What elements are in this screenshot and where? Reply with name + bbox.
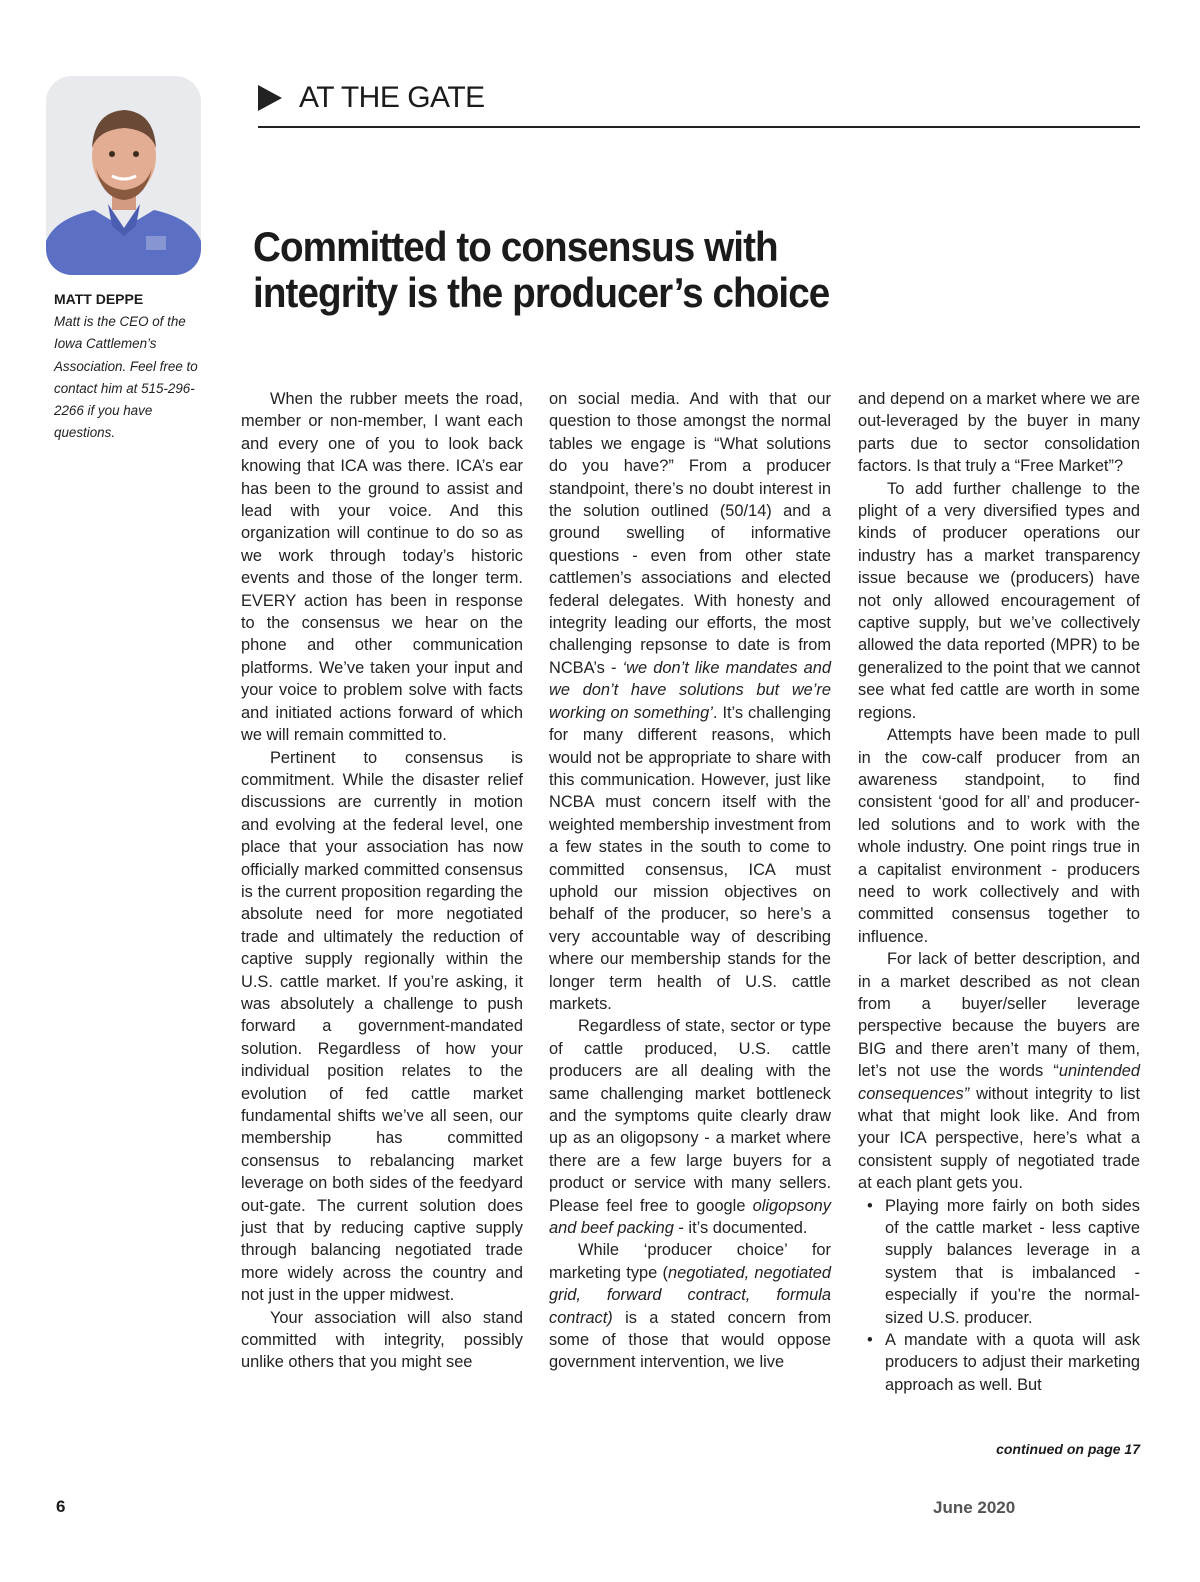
- headline-line-1: Committed to consensus with: [253, 223, 778, 270]
- paragraph: [549, 1015, 831, 1239]
- text-run: on social media. And with that our question to those amongst the normal tables we engage is “What solutions do you have?” From a producer standpoint, there’s no doubt interest in the solution outlined (50/14) and a ground swelling of informative questions - even from other state cattlemen’s associations and elected federal delegates. With honesty and integrity leading our efforts, the most challenging repsonse to date is from NCBA’s -: [549, 390, 831, 677]
- paragraph: Pertinent to consensus is commitment. While the disaster relief discussions are currently in motion and evolving at the federal level, one place that your association has now officially marked committed consensus is the current proposition regarding the absolute need for more negotiated trade and ultimately the reduction of captive supply regionally within the U.S. cattle market. If you’re asking, it was absolutely a challenge to push forward a government-mandated solution. Regardless of how your individual position relates to the evolution of fed cattle market fundamental shifts we’ve all seen, our membership has committed consensus to rebalancing market leverage on both sides of the feedyard out-gate. The current solution does just that by reducing captive supply through balancing negotiated trade more widely across the country and not just in the upper midwest.: [241, 748, 523, 1305]
- paragraph: [858, 948, 1140, 1194]
- list-item: • A mandate with a quota will ask producers to adjust their marketing approach as well. But: [858, 1329, 1140, 1396]
- bullet-list: [858, 1195, 1140, 1397]
- text-run: For lack of better description, and in a market described as not clean from a buyer/seller leverage perspective because the buyers are BIG and there aren’t many of them, let’s not use the words “: [858, 950, 1140, 1081]
- paragraph: Attempts have been made to pull in the cow-calf producer from an awareness standpoint, to find consistent ‘good for all’ and producer-led solutions and to work with the whole industry. One point rings true in a capitalist environment - producers need to work collectively and with committed consensus together to influence.: [858, 726, 1140, 946]
- author-bio: Matt is the CEO of the Iowa Cattlemen’s Association. Feel free to contact him at 515-296-2266 if you have questions.: [54, 314, 198, 441]
- italic-text: unintended consequences”: [858, 1062, 1140, 1103]
- list-item: • Playing more fairly on both sides of the cattle market - less captive supply balances leverage in a system that is imbalanced - especially if you’re the normal-sized U.S. producer.: [858, 1195, 1140, 1329]
- paragraph: When the rubber meets the road, member or non-member, I want each and every one of you to look back knowing that ICA was there. ICA’s ear has been to the ground to assist and lead with your voice. And this organization will continue to do so as we work through today’s historic events and those of the longer term. EVERY action has been in response to the consensus we hear on the phone and other communication platforms. We’ve taken your input and your voice to problem solve with facts and initiated actions forward of which we will remain committed to.: [241, 390, 523, 745]
- text-run: Regardless of state, sector or type of cattle produced, U.S. cattle producers are all dealing with the same challenging market bottleneck and the symptoms quite clearly draw up as an oligopsony - a market where there are a few large buyers for a product or service with many sellers. Please feel free to google: [549, 1017, 831, 1215]
- headline-line-2: integrity is the producer’s choice: [253, 269, 830, 316]
- article-column-2: [549, 388, 831, 1374]
- play-arrow-icon: [258, 85, 282, 111]
- author-name: MATT DEPPE: [54, 291, 144, 307]
- paragraph: [549, 388, 831, 1015]
- text-run: - it’s documented.: [673, 1219, 808, 1238]
- continued-note: continued on page 17: [996, 1441, 1140, 1457]
- article-headline: [253, 224, 915, 316]
- text-run: . It’s challenging for many different reasons, which would not be appropriate to share with this communication. However, just like NCBA must concern itself with the weighted membership investment from a few states in the south to come to committed consensus, ICA must uphold our mission objectives on behalf of the producer, so here’s a very accountable way of describing where our membership stands for the longer term health of U.S. cattle markets.: [549, 703, 831, 1013]
- italic-text: oligopsony and beef packing: [549, 1196, 831, 1238]
- issue-date: June 2020: [933, 1498, 1016, 1517]
- paragraph: To add further challenge to the plight of a very diversified types and kinds of producer operations our industry has a market transparency issue because we (producers) have not only allowed encouragement of captive supply, but we’ve collectively allowed the data reported (MPR) to be generalized to the point that we cannot see what fed cattle are worth in some regions.: [858, 479, 1140, 722]
- section-title: AT THE GATE: [299, 81, 485, 114]
- article-column-1: [241, 388, 523, 1374]
- italic-text: negotiated, negotiated grid, forward contract, formula contract): [549, 1263, 831, 1327]
- text-run: without integrity to list what that might look like. And from your ICA perspective, here’s what a consistent supply of negotiated trade at each plant gets you.: [858, 1084, 1140, 1193]
- italic-quote: ‘we don’t like mandates and we don’t have solutions but we’re working on something’: [549, 658, 831, 722]
- paragraph: [549, 1239, 831, 1373]
- paragraph: and depend on a market where we are out-leveraged by the buyer in many parts due to sector consolidation factors. Is that truly a “Free Market”?: [858, 390, 1140, 476]
- author-photo: [46, 76, 201, 275]
- text-run: is a stated concern from some of those that would oppose government intervention, we live: [549, 1308, 831, 1372]
- page-number: 6: [56, 1497, 66, 1516]
- article-column-3: [858, 388, 1140, 1396]
- text-run: While ‘producer choice’ for marketing type (: [549, 1241, 831, 1282]
- paragraph: Your association will also stand committed with integrity, possibly unlike others that you might see: [241, 1308, 523, 1372]
- header-rule: [258, 126, 1140, 128]
